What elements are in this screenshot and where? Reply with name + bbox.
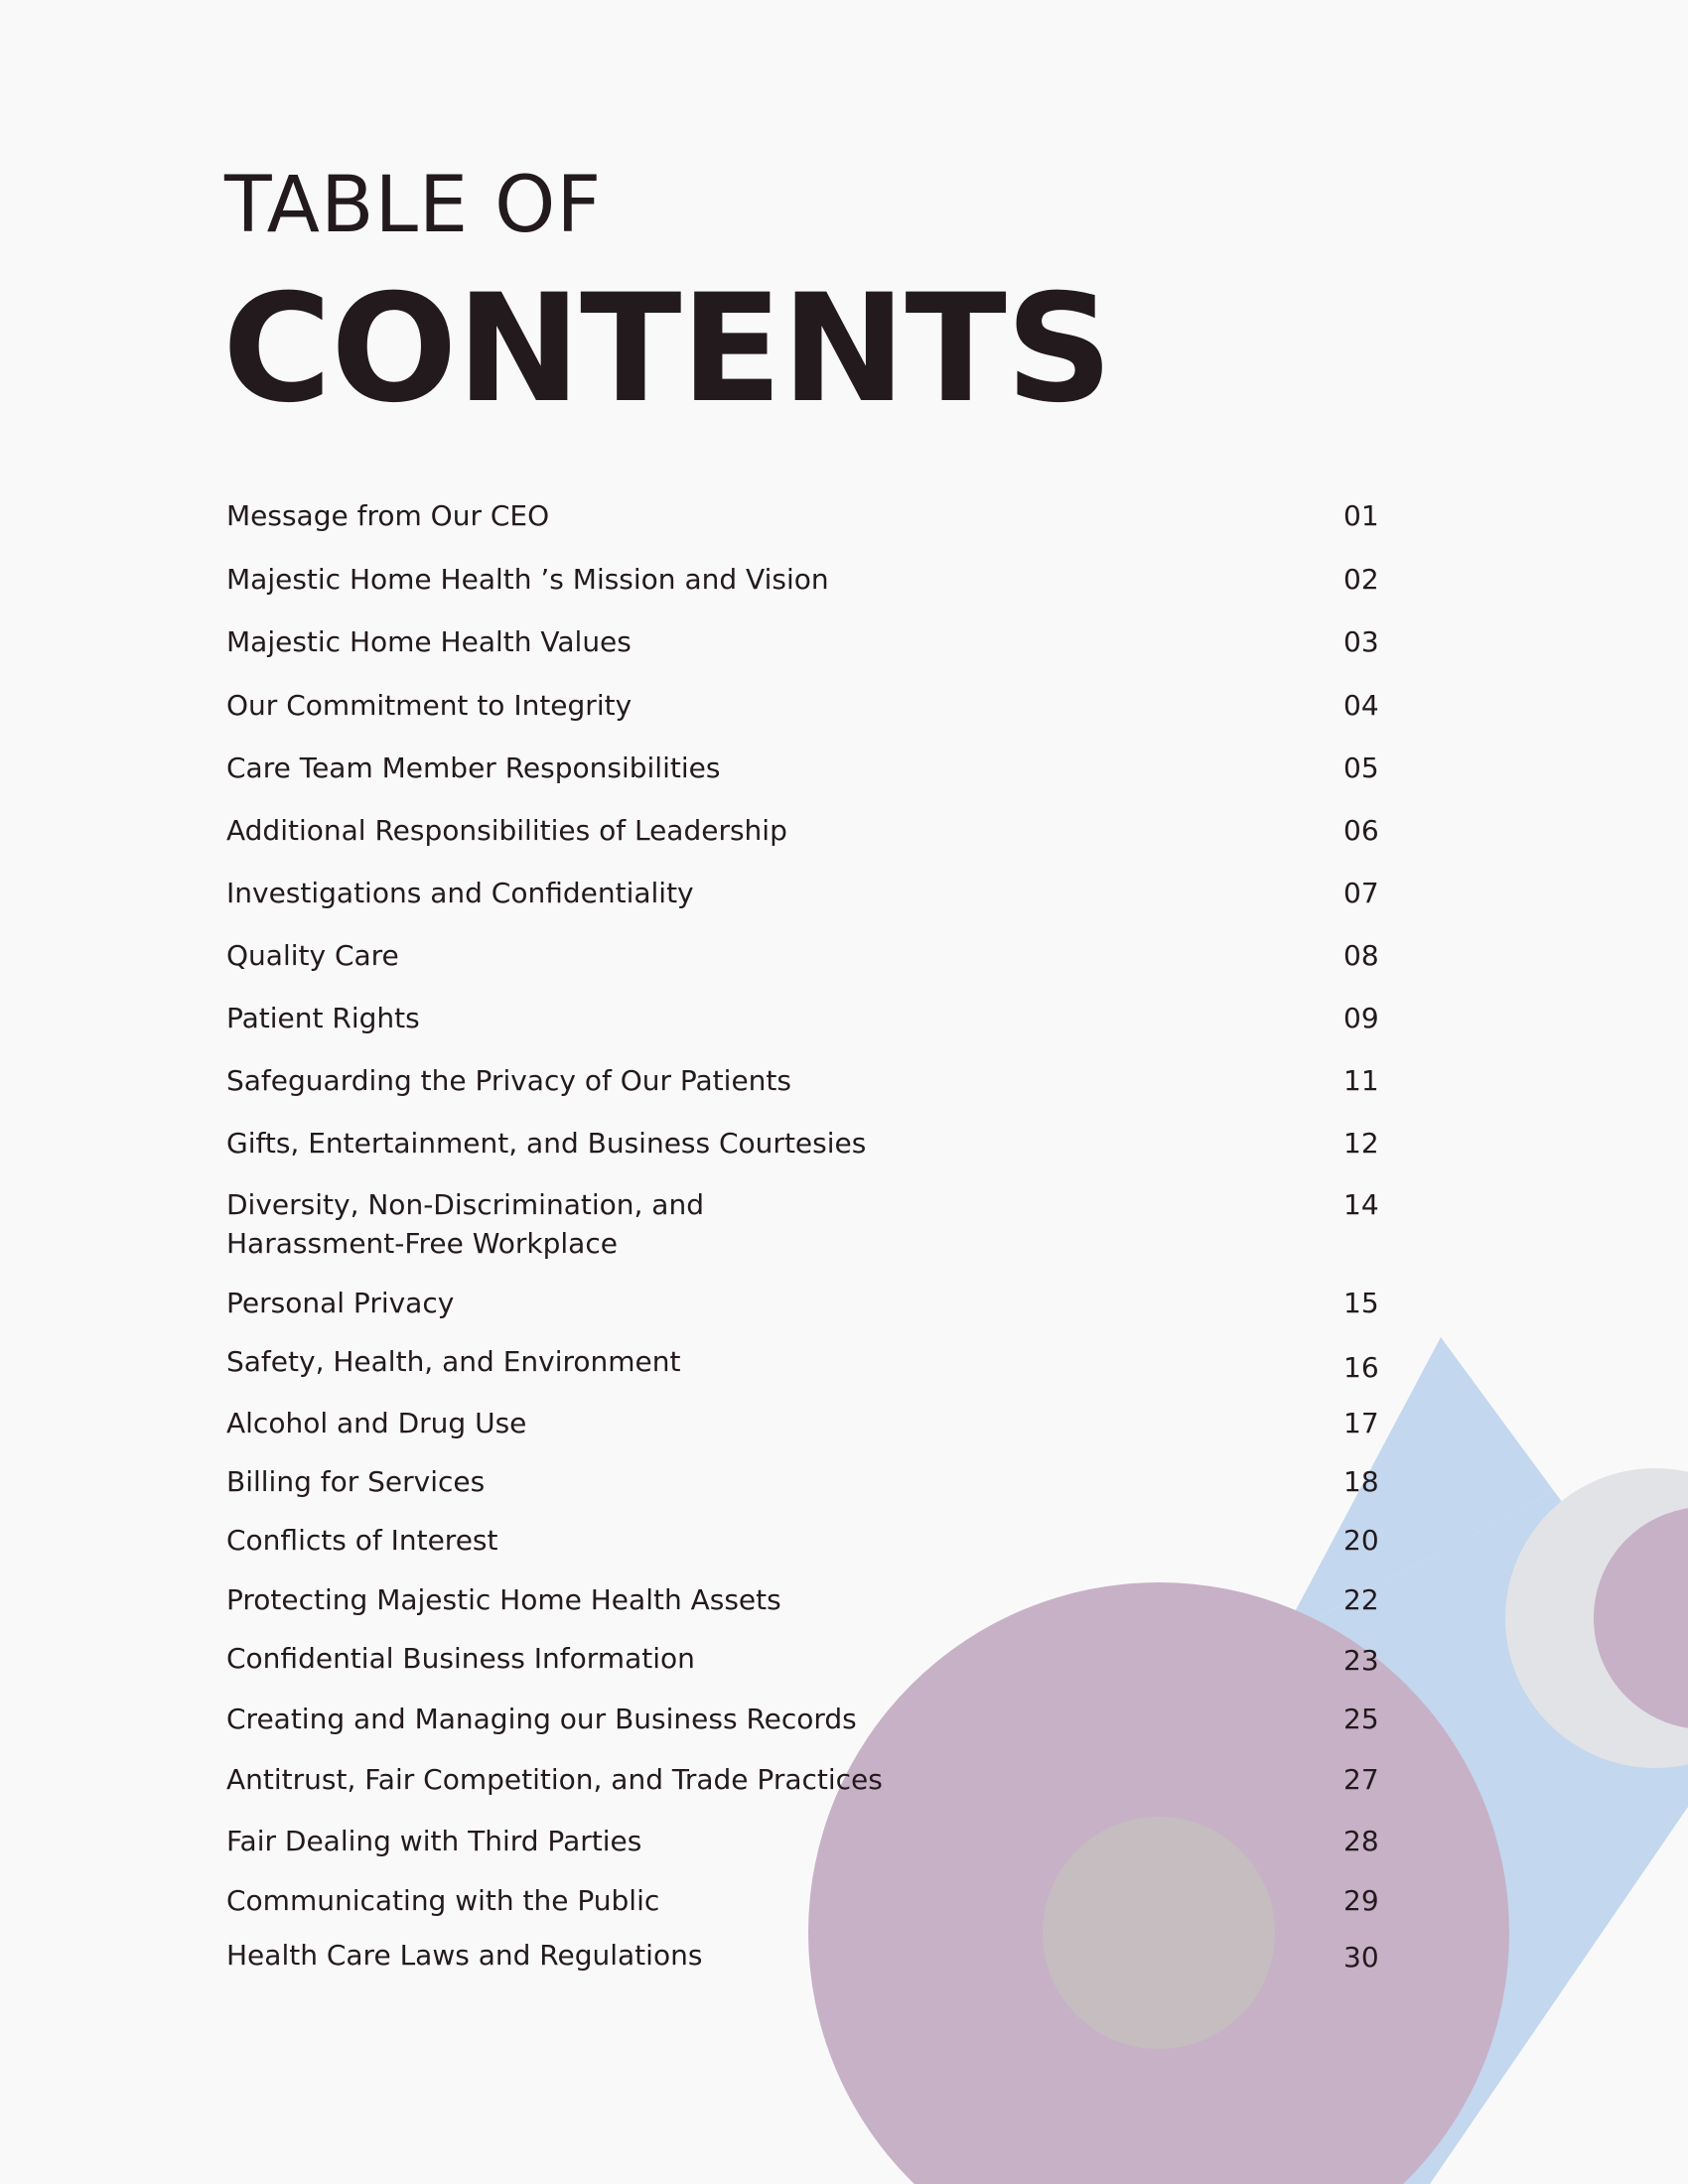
toc-entry-page: 14 — [1343, 1188, 1379, 1221]
toc-entry-page: 07 — [1343, 877, 1379, 909]
toc-entry-page: 15 — [1343, 1287, 1379, 1319]
toc-entry-page: 03 — [1343, 625, 1379, 658]
toc-entry-page: 11 — [1343, 1064, 1379, 1097]
toc-entry-title: Alcohol and Drug Use — [226, 1407, 527, 1439]
toc-entry-title: Majestic Home Health Values — [226, 625, 632, 658]
toc-entry-page: 08 — [1343, 939, 1379, 972]
toc-entry-page: 16 — [1343, 1351, 1379, 1384]
toc-entry-page: 04 — [1343, 689, 1379, 722]
toc-entry-title: Majestic Home Health ’s Mission and Vision — [226, 563, 829, 596]
toc-entry-title: Fair Dealing with Third Parties — [226, 1825, 642, 1857]
toc-entry-page: 30 — [1343, 1941, 1379, 1974]
toc-entry-page: 17 — [1343, 1407, 1379, 1439]
toc-entry-title: Antitrust, Fair Competition, and Trade Practices — [226, 1763, 883, 1796]
toc-entry-title: Safety, Health, and Environment — [226, 1345, 681, 1378]
toc-entry-page: 20 — [1343, 1524, 1379, 1557]
toc-entry-page: 27 — [1343, 1763, 1379, 1796]
toc-entry-title: Care Team Member Responsibilities — [226, 751, 721, 784]
toc-entry-page: 05 — [1343, 751, 1379, 784]
toc-entry-title: Communicating with the Public — [226, 1884, 660, 1917]
toc-entry-page: 23 — [1343, 1644, 1379, 1677]
toc-entry-page: 01 — [1343, 499, 1379, 532]
toc-entry-title: Personal Privacy — [226, 1287, 455, 1319]
toc-entry-page: 22 — [1343, 1583, 1379, 1616]
toc-entry-title: Creating and Managing our Business Records — [226, 1703, 857, 1735]
toc-entry-title: Safeguarding the Privacy of Our Patients — [226, 1064, 791, 1097]
toc-entry-title: Health Care Laws and Regulations — [226, 1939, 703, 1972]
toc-entry-title: Diversity, Non-Discrimination, and Harassment-Free Workplace — [226, 1188, 704, 1260]
toc-entry-page: 09 — [1343, 1002, 1379, 1034]
toc-entry-title: Billing for Services — [226, 1465, 486, 1498]
toc-entry-page: 29 — [1343, 1884, 1379, 1917]
toc-entry-page: 25 — [1343, 1703, 1379, 1735]
toc-entry-page: 28 — [1343, 1825, 1379, 1857]
toc-entry-page: 02 — [1343, 563, 1379, 596]
toc-entry-title: Investigations and Confidentiality — [226, 877, 694, 909]
title-line-1: TABLE OF — [224, 161, 603, 250]
title-line-2: CONTENTS — [222, 263, 1112, 436]
toc-entry-page: 12 — [1343, 1127, 1379, 1160]
toc-entry-title: Message from Our CEO — [226, 499, 550, 532]
toc-entry-title: Our Commitment to Integrity — [226, 689, 633, 722]
toc-entry-title: Quality Care — [226, 939, 399, 972]
toc-entry-title: Additional Responsibilities of Leadership — [226, 814, 787, 847]
toc-entry-page: 18 — [1343, 1465, 1379, 1498]
toc-entry-title: Gifts, Entertainment, and Business Courtesies — [226, 1127, 867, 1160]
toc-entry-title: Confidential Business Information — [226, 1642, 695, 1675]
toc-entry-title: Conflicts of Interest — [226, 1524, 498, 1557]
toc-entry-title: Patient Rights — [226, 1002, 420, 1034]
toc-entry-title: Protecting Majestic Home Health Assets — [226, 1583, 781, 1616]
toc-entry-page: 06 — [1343, 814, 1379, 847]
